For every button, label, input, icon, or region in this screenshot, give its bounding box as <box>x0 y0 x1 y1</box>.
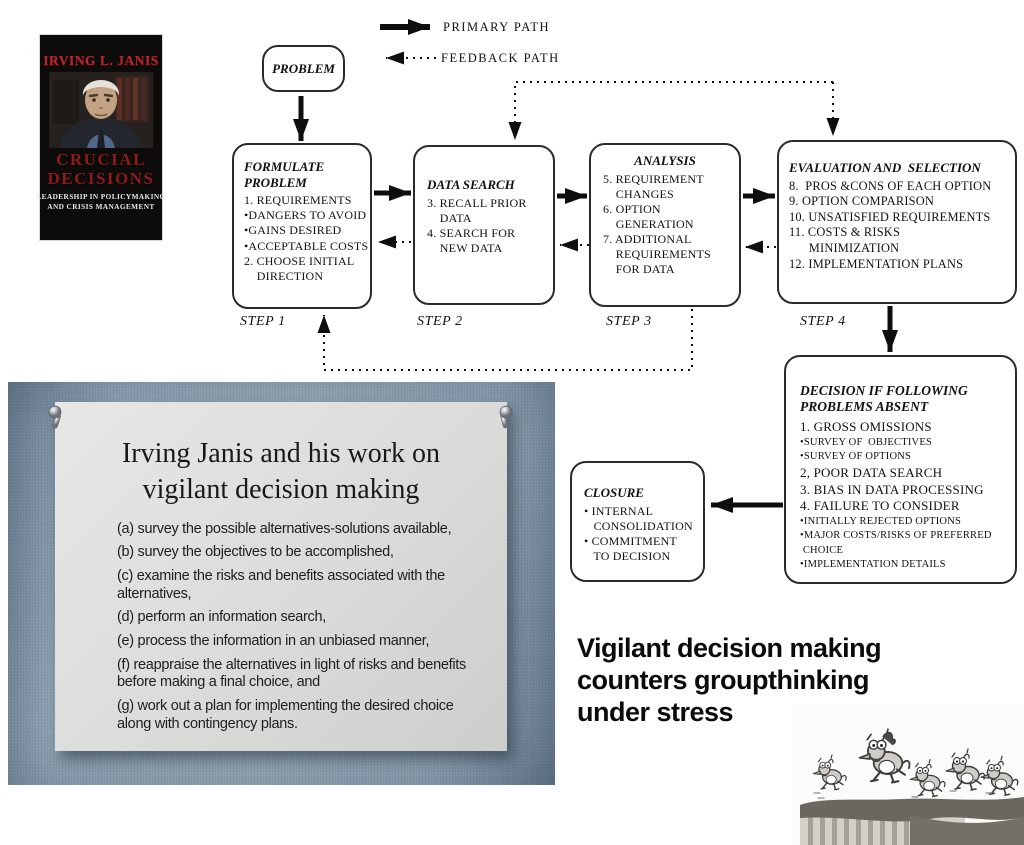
box-line: 1. REQUIREMENTS <box>244 193 352 208</box>
box-line: 7. ADDITIONAL <box>603 232 692 247</box>
box-line: 9. OPTION COMPARISON <box>789 194 935 209</box>
box-line: FOR DATA <box>603 262 675 277</box>
box-title: EVALUATION AND SELECTION <box>789 160 981 175</box>
step3-label: STEP 3 <box>606 314 652 329</box>
book-subtitle-line1: LEADERSHIP IN POLICYMAKING <box>36 192 166 202</box>
formulate-problem-box <box>232 143 372 309</box>
data-search-box <box>413 145 555 305</box>
list-item: (e) process the information in an unbiased manner, <box>117 633 430 650</box>
box-line: 12. IMPLEMENTATION PLANS <box>789 256 964 271</box>
slide-title: Irving Janis and his work on vigilant decision making <box>121 438 441 505</box>
box-line: MINIMIZATION <box>789 241 900 256</box>
feedback-top-to-step2 <box>515 82 833 140</box>
box-line: 2, POOR DATA SEARCH <box>800 464 943 480</box>
box-title: FORMULATE PROBLEM <box>244 159 328 190</box>
list-item: (g) work out a plan for implementing the desired choice along with contingency plans. <box>117 698 454 732</box>
step4-label: STEP 4 <box>800 314 846 329</box>
box-line: •SURVEY OF OBJECTIVES <box>800 437 932 449</box>
box-line: •ACCEPTABLE COSTS <box>244 238 369 253</box>
box-line: •DANGERS TO AVOID <box>244 208 367 223</box>
list-item: (c) examine the risks and benefits associated with the alternatives, <box>117 568 445 602</box>
caption-text: Vigilant decision making counters groupthinking under stress <box>577 633 882 727</box>
book-title-line1: CRUCIAL <box>56 150 146 169</box>
list-item: (f) reappraise the alternatives in light of risks and benefits before making a final choice, and <box>117 656 466 691</box>
box-line: •MAJOR COSTS/RISKS OF PREFERRED <box>800 530 992 542</box>
box-line: •IMPLEMENTATION DETAILS <box>800 558 946 570</box>
step1-label: STEP 1 <box>240 314 286 329</box>
step2-label: STEP 2 <box>417 314 463 329</box>
book-author: IRVING L. JANIS <box>43 53 159 68</box>
box-line: •GAINS DESIRED <box>244 223 342 238</box>
list-item: (a) survey the possible alternatives-solutions available, <box>117 520 452 537</box>
box-title: DATA SEARCH <box>427 177 515 192</box>
legend-feedback-label: FEEDBACK PATH <box>441 51 560 65</box>
pushpin-icon <box>492 404 518 434</box>
box-line: 4. SEARCH FOR <box>427 225 516 240</box>
lemmings-cartoon <box>792 705 1024 845</box>
problem-label: PROBLEM <box>272 60 335 76</box>
book-cover <box>36 35 166 240</box>
box-line: 1. GROSS OMISSIONS <box>800 419 932 435</box>
box-line: GENERATION <box>603 216 694 231</box>
book-subtitle-line2: AND CRISIS MANAGEMENT <box>47 202 155 212</box>
book-portrait-photo <box>49 72 153 148</box>
box-title: CLOSURE <box>584 485 644 500</box>
analysis-box <box>589 143 741 307</box>
box-line: 2. CHOOSE INITIAL <box>244 253 355 268</box>
box-line: • INTERNAL <box>584 503 654 518</box>
box-line: 11. COSTS & RISKS <box>789 225 901 240</box>
box-line: •SURVEY OF OPTIONS <box>800 451 912 463</box>
problem-box <box>262 45 345 92</box>
box-line: 4. FAILURE TO CONSIDER <box>800 498 960 514</box>
book-title-line2: DECISIONS <box>47 168 155 188</box>
pinned-note <box>55 402 507 751</box>
box-line: 3. RECALL PRIOR <box>427 195 527 210</box>
box-line: REQUIREMENTS <box>603 247 711 262</box>
box-line: • COMMITMENT <box>584 533 677 548</box>
box-line: 6. OPTION <box>603 201 661 216</box>
box-line: 5. REQUIREMENT <box>603 171 704 186</box>
legend-primary-label: PRIMARY PATH <box>443 20 551 34</box>
pushpin-icon <box>44 404 70 434</box>
box-line: 10. UNSATISFIED REQUIREMENTS <box>789 209 991 224</box>
slide-list <box>117 521 471 734</box>
box-line: 3. BIAS IN DATA PROCESSING <box>800 481 984 497</box>
closure-box <box>570 461 705 582</box>
decision-box <box>784 355 1017 584</box>
box-line: CHOICE <box>800 544 844 556</box>
evaluation-selection-box <box>777 140 1017 304</box>
slide-background <box>8 382 555 785</box>
box-line: 8. PROS &CONS OF EACH OPTION <box>789 178 992 193</box>
list-item: (d) perform an information search, <box>117 609 326 626</box>
box-line: DATA <box>427 210 472 225</box>
box-line: NEW DATA <box>427 240 503 255</box>
box-line: CONSOLIDATION <box>584 518 693 533</box>
box-line: CHANGES <box>603 186 674 201</box>
box-line: DIRECTION <box>244 268 324 283</box>
box-title: DECISION IF FOLLOWING PROBLEMS ABSENT <box>800 383 972 415</box>
box-line: TO DECISION <box>584 548 671 563</box>
list-item: (b) survey the objectives to be accomplished, <box>117 544 394 561</box>
box-line: •INITIALLY REJECTED OPTIONS <box>800 516 962 528</box>
box-title: ANALYSIS <box>634 153 696 168</box>
